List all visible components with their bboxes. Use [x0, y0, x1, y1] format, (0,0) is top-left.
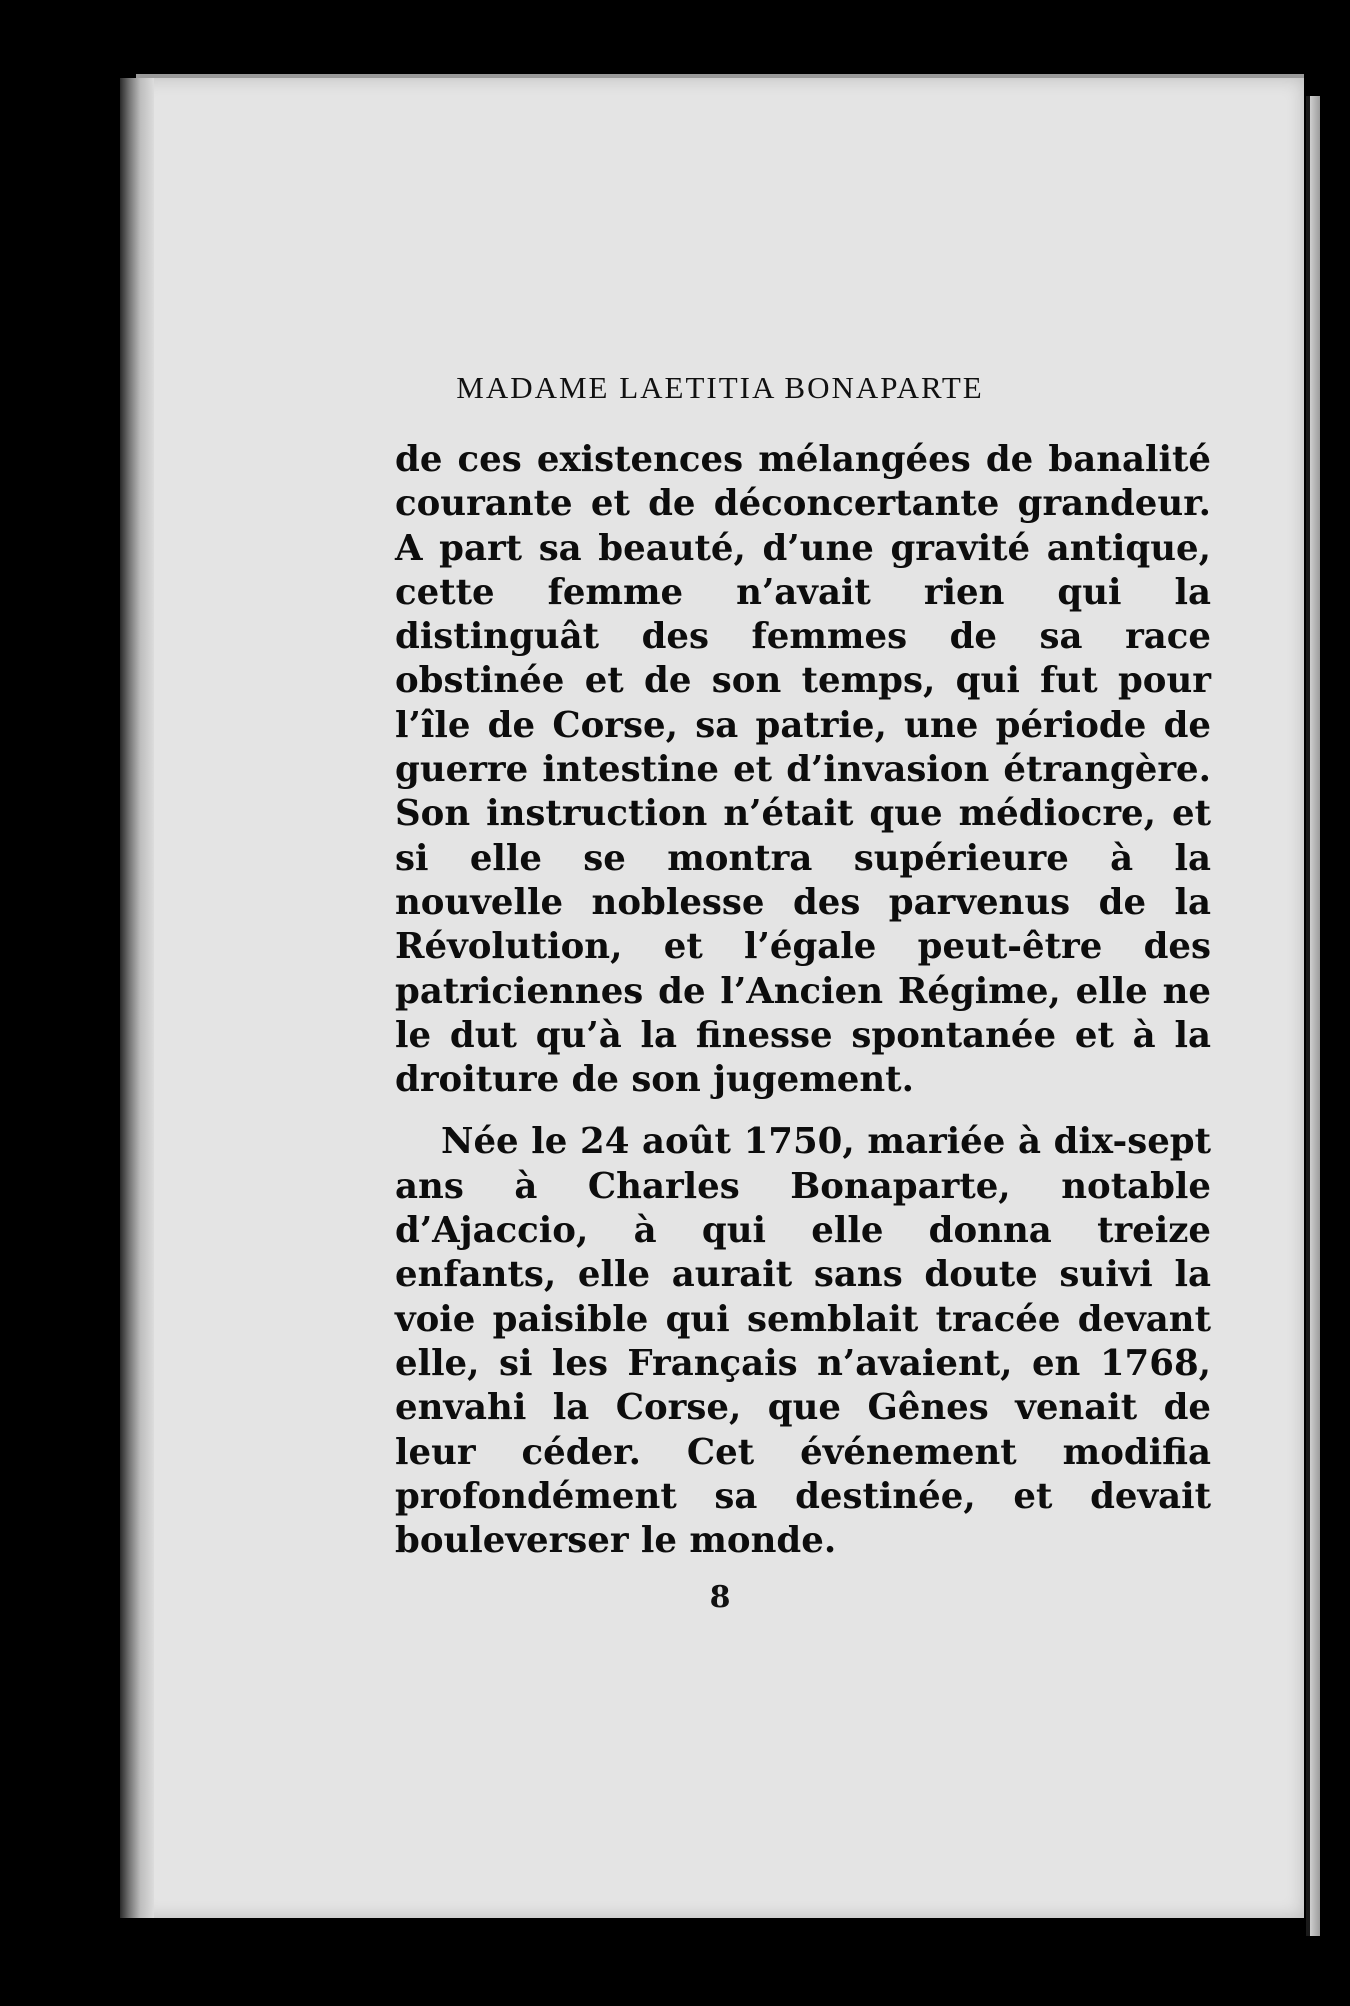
next-page-strip [1310, 96, 1320, 1936]
body-text [395, 438, 1211, 1563]
book-page [136, 78, 1304, 1918]
paragraph-2: Née le 24 août 1750, mariée à dix-sept ans à Charles Bonaparte, notable d’Ajaccio, à qui elle donna treize enfants, elle aurait sans doute suivi la voie paisible qui semblait tracée devant elle, si les Français n’avaient, en 1768, envahi la Corse, que Gênes venait de leur céder. Cet événement modifia profondément sa destinée, et devait bouleverser le monde. [395, 1121, 1211, 1562]
page-number: 8 [709, 1580, 731, 1615]
paragraph-1: de ces existences mélangées de banalité courante et de déconcertante grandeur. A part sa beauté, d’une gravité antique, cette femme n’avait rien qui la distinguât des femmes de sa race obstinée et de son temps, qui fut pour l’île de Corse, sa patrie, une période de guerre intestine et d’invasion étrangère. Son instruction n’était que médiocre, et si elle se montra supérieure à la nouvelle noblesse des parvenus de la Révolution, et l’égale peut-être des patriciennes de l’Ancien Régime, elle ne le dut qu’à la finesse spontanée et à la droiture de son jugement. [395, 439, 1211, 1101]
book-spine-shadow [120, 78, 154, 1918]
running-head: MADAME LAETITIA BONAPARTE [456, 370, 984, 405]
